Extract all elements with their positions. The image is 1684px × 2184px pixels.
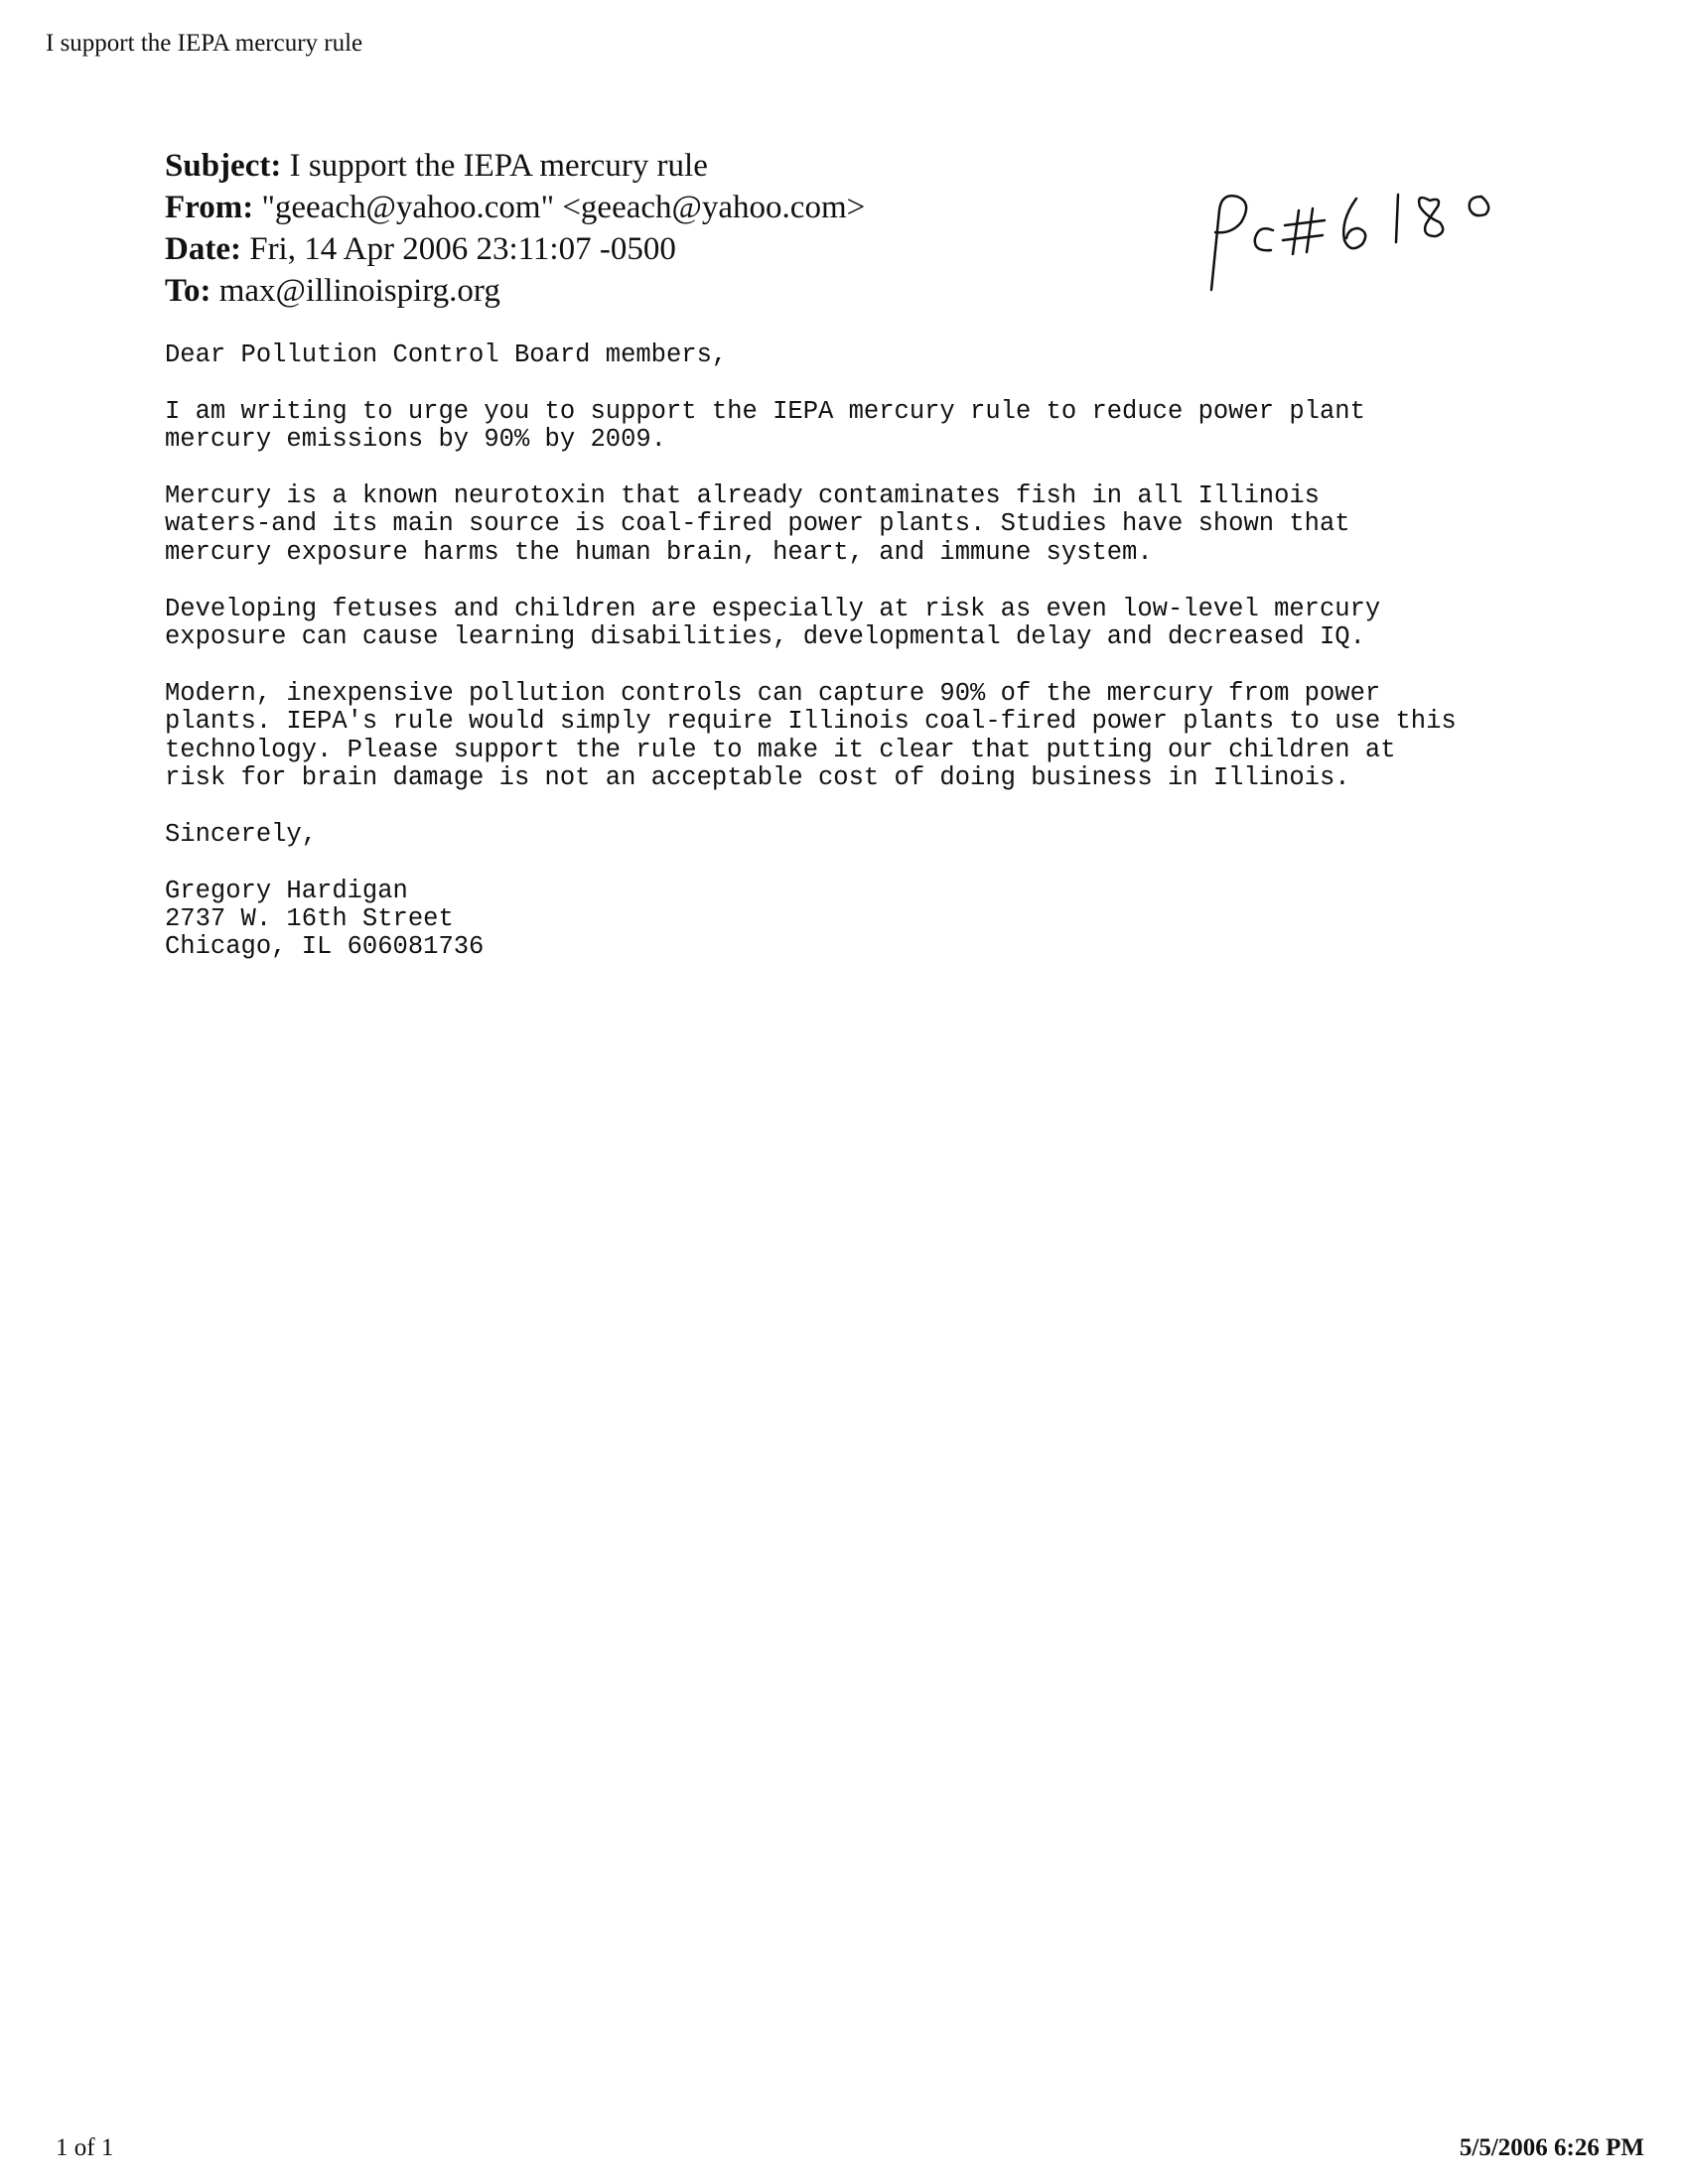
to-row [165, 270, 865, 312]
body-paragraph-3: Developing fetuses and children are especially at risk as even low-level mercury exposure can cause learning disabilities, developmental delay and decreased IQ. [165, 594, 1381, 652]
closing: Sincerely, [165, 819, 318, 849]
from-row [165, 187, 865, 228]
signature-block: Gregory Hardigan 2737 W. 16th Street Chicago, IL 606081736 [165, 876, 485, 962]
from-label: From: [165, 190, 254, 225]
to-value: max@illinoispirg.org [218, 273, 500, 309]
email-headers [165, 145, 865, 312]
body-paragraph-1: I am writing to urge you to support the IEPA mercury rule to reduce power plant mercury emissions by 90% by 2009. [165, 396, 1365, 455]
subject-value: I support the IEPA mercury rule [289, 148, 708, 184]
from-value: "geeach@yahoo.com" <geeach@yahoo.com> [261, 190, 866, 225]
date-label: Date: [165, 231, 241, 267]
page-title: I support the IEPA mercury rule [46, 30, 363, 57]
subject-row [165, 145, 865, 187]
body-paragraph-4: Modern, inexpensive pollution controls can capture 90% of the mercury from power plants. IEPA's rule would simply require Illinois coal-fired power plants to use this technology. Please support the rule to make it clear that putting our children at risk for brain damage is not an acceptable cost of doing business in Illinois. [165, 678, 1457, 793]
handwritten-annotation [1201, 171, 1539, 300]
salutation: Dear Pollution Control Board members, [165, 341, 728, 369]
to-label: To: [165, 273, 211, 309]
body-paragraph-2: Mercury is a known neurotoxin that already contaminates fish in all Illinois waters-and its main source is coal-fired power plants. Studies have shown that mercury exposure harms the human brain, heart, and immune system. [165, 481, 1350, 567]
email-body [165, 341, 1575, 962]
printed-timestamp: 5/5/2006 6:26 PM [1459, 2134, 1644, 2161]
subject-label: Subject: [165, 148, 282, 184]
date-row [165, 228, 865, 270]
page-indicator: 1 of 1 [56, 2134, 114, 2161]
date-value: Fri, 14 Apr 2006 23:11:07 -0500 [249, 231, 676, 267]
